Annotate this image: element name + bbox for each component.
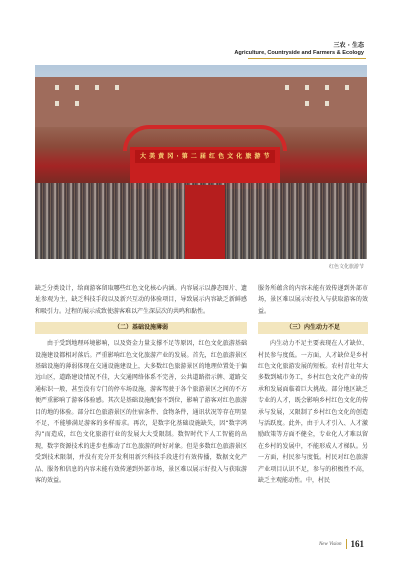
photo-window xyxy=(325,101,329,106)
header-title-en: Agriculture, Countryside and Farmers & Ecology xyxy=(234,50,364,56)
photo-window xyxy=(55,85,59,90)
stage-banner: 大 美 黄 冈 · 第 二 届 红 色 文 化 旅 游 节 xyxy=(135,150,275,163)
photo-window xyxy=(305,85,309,90)
photo-buildings xyxy=(35,77,367,127)
page-header xyxy=(234,40,364,56)
photo-window xyxy=(115,85,119,90)
photo-window xyxy=(55,101,59,106)
paragraph: 由于受到地理环境影响，以及资金力量支撑不足等原因，红色文化旅游基础设施建设都相对落后。严重影响红色文化旅游产业的发展。首先，红色旅游景区基础设施的薄弱体现在交通设施建设上，大多数红色旅游景区的地理位置处于偏远山区，道路建设情况不佳，大交通网络体系不完善，公共道路指示牌、道路交通标识一般，甚至没有专门的停车场设施，游客驾驶于各个旅游景区之间的不方便严重影响了游客体验感。其次是基础设施配套不到位，影响了游客对红色旅游目的地的体验。部分红色旅游景区的住宿条件、食物条件，通讯状况等存在明显不足，不能够满足游客的多样需求。再次，是数字化基础设施缺失，因“数字鸿沟”而造成，红色文化旅游行业的发展大大受限制。数智时代下人工智能的出现，数字资源技术的进步也推动了红色旅游的时好对象。但是多数红色旅游景区受到技术限制，并没有充分开发利用新兴科技手段进行有效传播，数据文化产品、服务和信息的内容未能有效传递到外部市场，景区难以展示好投入与获取游客的效益。 xyxy=(35,340,247,485)
header-title-cn: 三农 · 生态 xyxy=(333,42,364,49)
photo-window xyxy=(285,85,289,90)
section-heading: （三）内生动力不足 xyxy=(258,322,368,334)
paragraph: 内生动力不足主要表现在人才缺位、村民参与度低。一方面，人才缺位是乡村红色文化旅游发展的短板。农村青壮年大多数到城市务工，乡村红色文化产业的传承和发展面临着巨大挑战。部分地区缺乏专业的人才，既会影响乡村红色文化的传承与发展，又限制了乡村红色文化的创造与活跃度。此外，由于人才引入、人才激励政策等方面不健全，专业化人才难以留在乡村的发展中，不能形成人才梯队。另一方面，村民参与度低。村民对红色旅游产业项目认识不足，参与的积极性不高，缺乏主观能动性。中，村民 xyxy=(258,340,368,485)
photo-window xyxy=(345,85,349,90)
photo-window xyxy=(75,85,79,90)
column-right xyxy=(258,283,368,487)
page-footer xyxy=(319,539,364,549)
photo-window xyxy=(325,85,329,90)
photo-window xyxy=(95,85,99,90)
page-number: 161 xyxy=(350,539,364,549)
column-left xyxy=(35,283,247,487)
header-divider xyxy=(248,58,366,59)
festival-photo xyxy=(35,65,367,259)
journal-name: New Vision xyxy=(318,541,342,547)
photo-caption: 红色文化旅游节 xyxy=(328,264,364,270)
section-heading: （二）基础设施薄弱 xyxy=(35,322,247,334)
paragraph: 服务所蕴含的内容未能有效传递到外部市场，景区难以展示好投入与获取游客的效益。 xyxy=(258,285,368,315)
footer-divider xyxy=(346,539,347,549)
red-carpet xyxy=(185,185,225,259)
paragraph: 缺乏分类设计，给商游客留取哪些红色文化核心内涵。内容展示以静态图片、遗址参观为主，缺乏科技手段以及新兴互动的体验项目，导致展示内容缺乏新鲜感和吸引力。过程的展示成致使游客难以产生深层次的共鸣和黏性。 xyxy=(35,285,247,315)
photo-window xyxy=(75,101,79,106)
photo-window xyxy=(305,101,309,106)
